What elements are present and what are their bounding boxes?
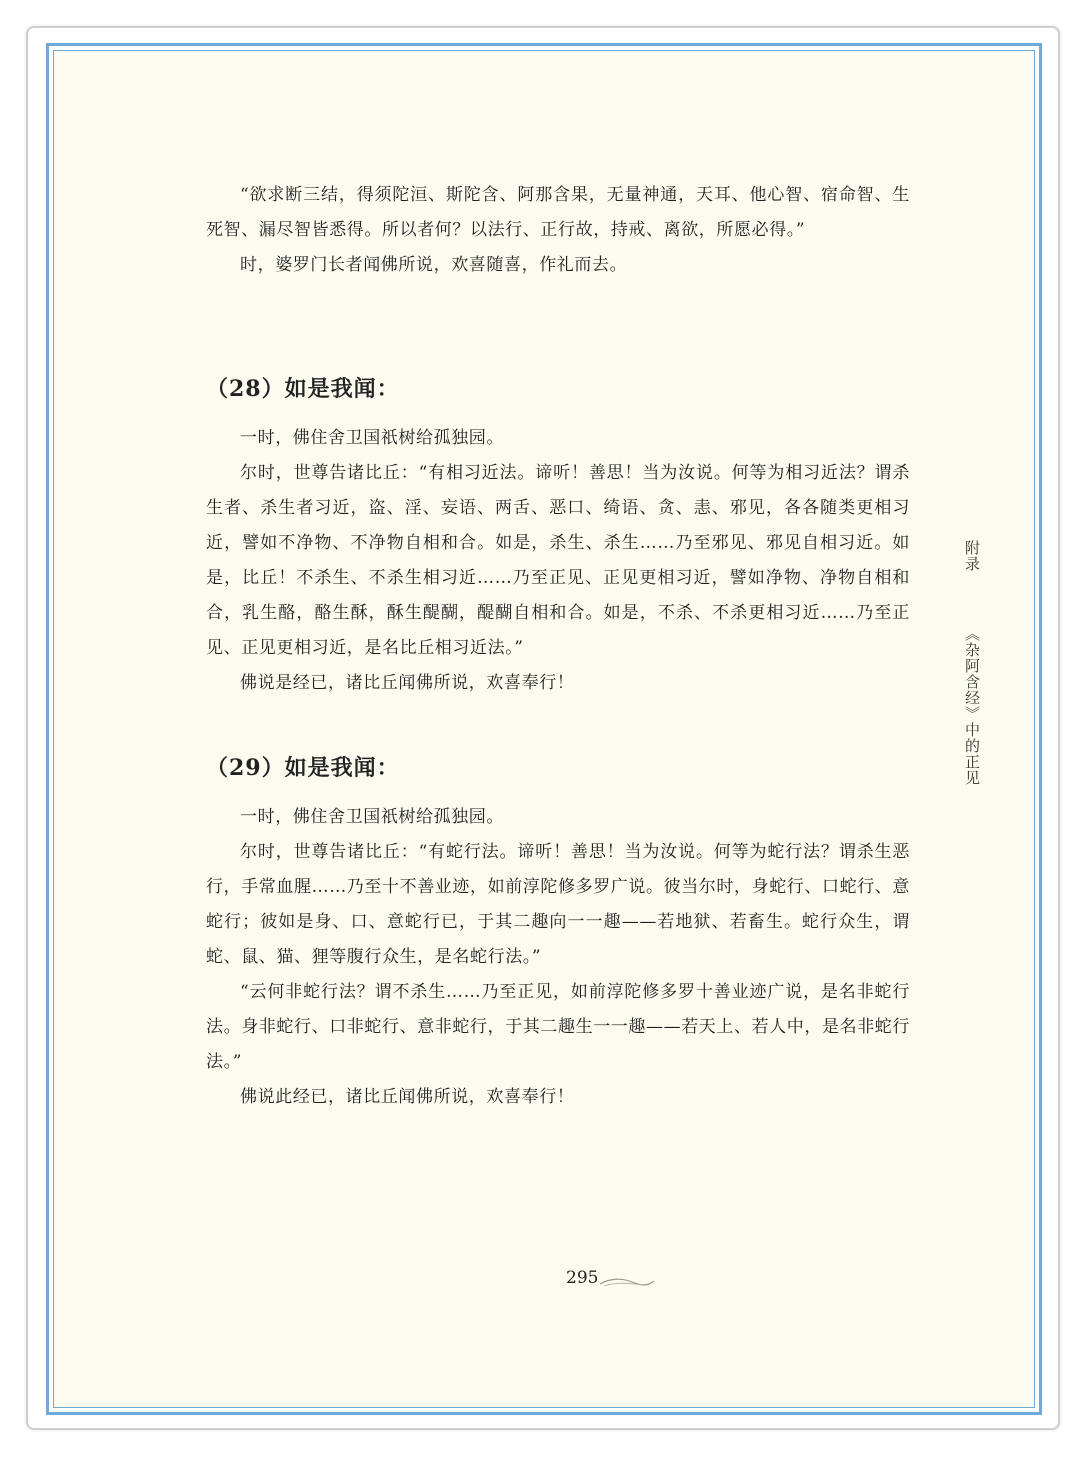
- section-28-heading: （28）如是我闻：: [206, 376, 400, 402]
- section-29-paragraph-1: 一时，佛住舍卫国祇树给孤独园。: [240, 807, 504, 827]
- opening-closing-line: 时，婆罗门长者闻佛所说，欢喜随喜，作礼而去。: [240, 255, 628, 275]
- side-title-chapter: 《杂阿含经》中的正见: [963, 626, 981, 786]
- section-28-paragraph-2: 尔时，世尊告诸比丘：“有相习近法。谛听！善思！当为汝说。何等为相习近法？谓杀生者、杀生者习近，盗、淫、妄语、两舌、恶口、绮语、贪、恚、邪见，各各随类更相习近，譬如不净物、不净物自相和合。如是，杀生、杀生……乃至邪见、邪见自相习近。如是，比丘！不杀生、不杀生相习近……乃至正见、正见更相习近，譬如净物、净物自相和合，乳生酪，酪生酥，酥生醍醐，醍醐自相和合。如是，不杀、不杀更相习近……乃至正见、正见更相习近，是名比丘相习近法。”: [206, 463, 910, 658]
- section-29-body: [206, 800, 910, 1115]
- section-29-paragraph-3: “云何非蛇行法？谓不杀生……乃至正见，如前淳陀修多罗十善业迹广说，是名非蛇行法。身非蛇行、口非蛇行、意非蛇行，于其二趣生一一趣——若天上、若人中，是名非蛇行法。”: [206, 982, 910, 1072]
- section-29-heading: （29）如是我闻：: [206, 755, 400, 781]
- section-29-paragraph-4: 佛说此经已，诸比丘闻佛所说，欢喜奉行！: [240, 1087, 575, 1107]
- section-28-paragraph-3: 佛说是经已，诸比丘闻佛所说，欢喜奉行！: [240, 673, 575, 693]
- opening-quote: “欲求断三结，得须陀洹、斯陀含、阿那含果，无量神通，天耳、他心智、宿命智、生死智、漏尽智皆悉得。所以者何？以法行、正行故，持戒、离欲，所愿必得。”: [206, 185, 910, 240]
- opening-passage: [206, 178, 910, 283]
- section-29-paragraph-2: 尔时，世尊告诸比丘：“有蛇行法。谛听！善思！当为汝说。何等为蛇行法？谓杀生恶行，手常血腥……乃至十不善业迹，如前淳陀修多罗广说。彼当尔时，身蛇行、口蛇行、意蛇行；彼如是身、口、意蛇行已，于其二趣向一一趣——若地狱、若畜生。蛇行众生，谓蛇、鼠、猫、狸等腹行众生，是名蛇行法。”: [206, 842, 910, 967]
- side-title-appendix: 附录: [963, 540, 981, 572]
- page-number: 295: [566, 1268, 599, 1288]
- page-number-ornament-icon: [598, 1276, 656, 1288]
- section-28-body: [206, 421, 910, 701]
- section-28-paragraph-1: 一时，佛住舍卫国祇树给孤独园。: [240, 428, 504, 448]
